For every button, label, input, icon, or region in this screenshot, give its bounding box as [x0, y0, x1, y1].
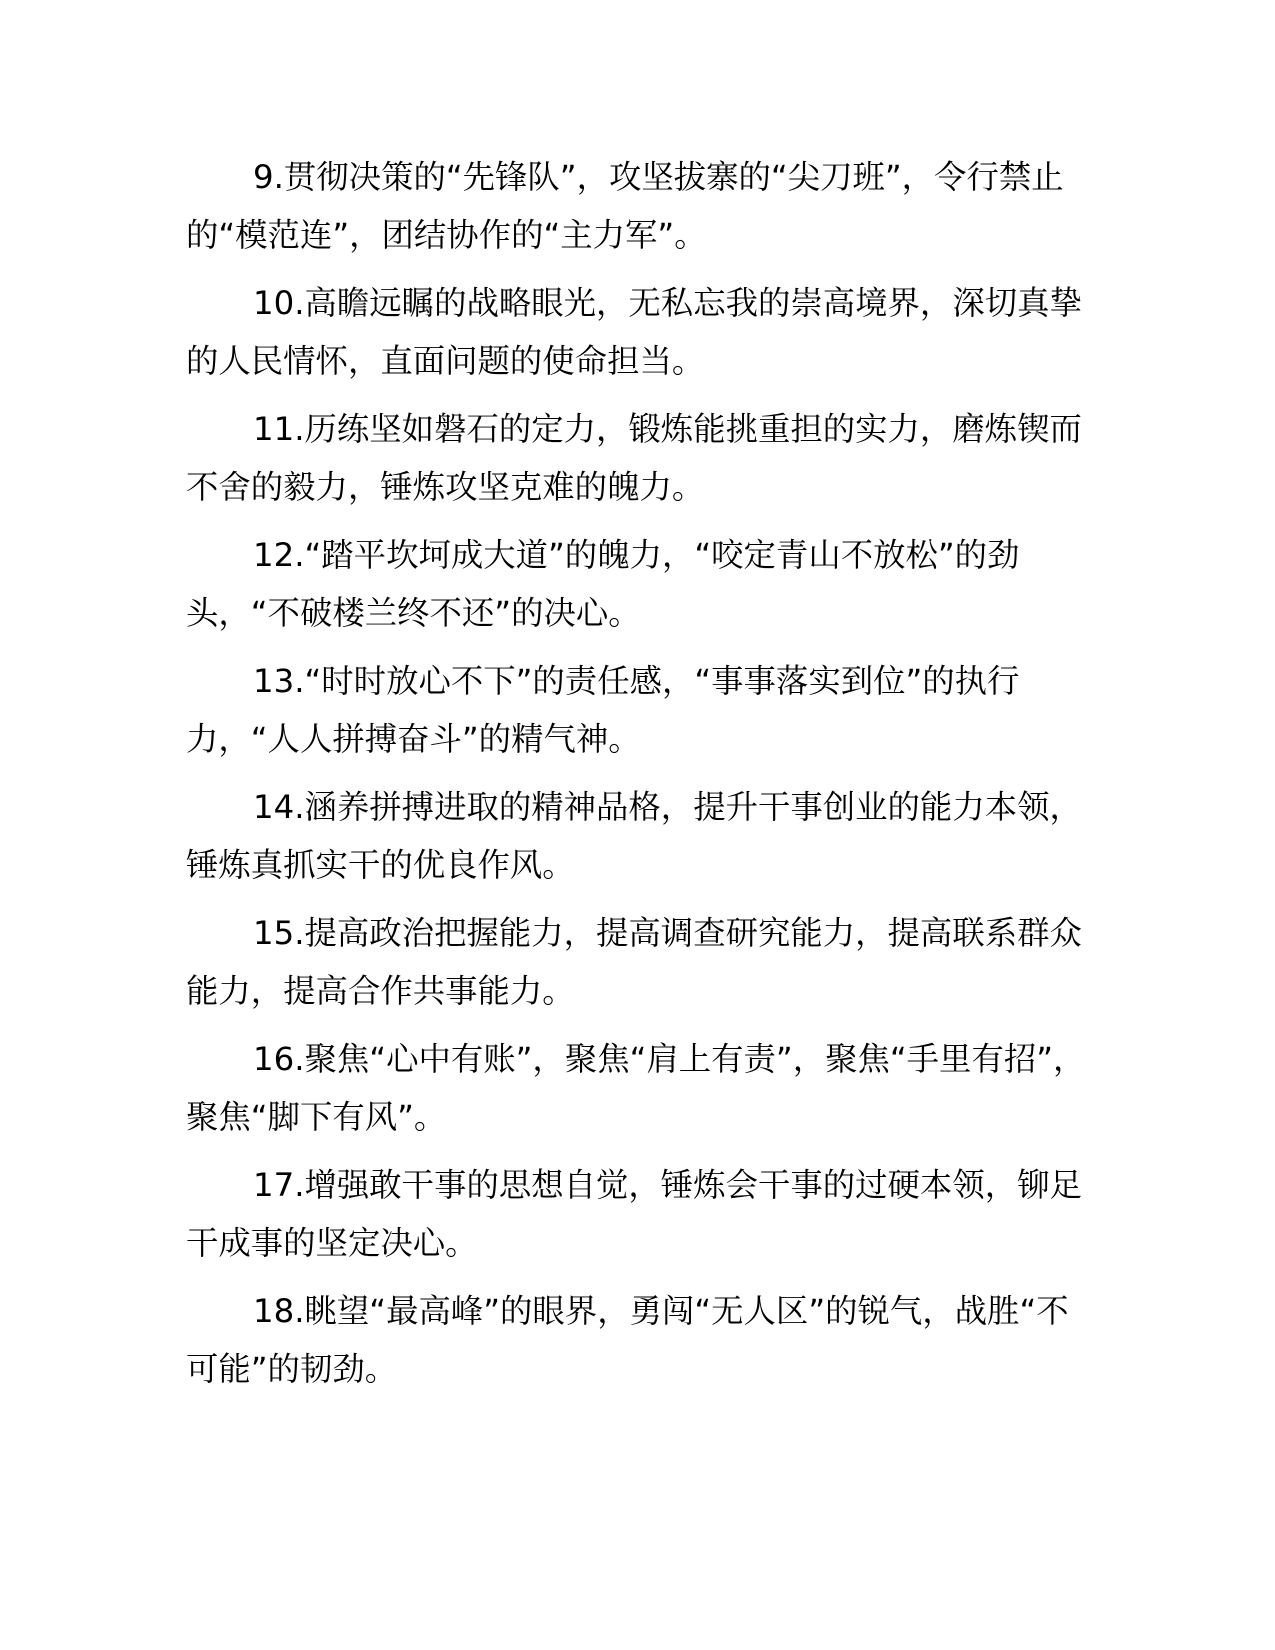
paragraph-16: 16.聚焦“心中有账”，聚焦“肩上有责”，聚焦“手里有招”，聚焦“脚下有风”。 [186, 1040, 1086, 1136]
paragraph-14: 14.涵养拼搏进取的精神品格，提升干事创业的能力本领，锤炼真抓实干的优良作风。 [186, 788, 1082, 884]
paragraph-17: 17.增强敢干事的思想自觉，锤炼会干事的过硬本领，铆足干成事的坚定决心。 [186, 1166, 1082, 1262]
paragraph-9: 9.贯彻决策的“先锋队”，攻坚拔寨的“尖刀班”，令行禁止的“模范连”，团结协作的“主力军”。 [186, 158, 1064, 254]
paragraph-15: 15.提高政治把握能力，提高调查研究能力，提高联系群众能力，提高合作共事能力。 [186, 914, 1082, 1010]
paragraph-11: 11.历练坚如磐石的定力，锻炼能挑重担的实力，磨炼锲而不舍的毅力，锤炼攻坚克难的魄力。 [186, 410, 1082, 506]
paragraph-12: 12.“踏平坎坷成大道”的魄力，“咬定青山不放松”的劲头，“不破楼兰终不还”的决心。 [186, 536, 1020, 632]
paragraph-13: 13.“时时放心不下”的责任感，“事事落实到位”的执行力，“人人拼搏奋斗”的精气神。 [186, 662, 1020, 758]
paragraph-10: 10.高瞻远瞩的战略眼光，无私忘我的崇高境界，深切真挚的人民情怀，直面问题的使命担当。 [186, 284, 1082, 380]
paragraph-18: 18.眺望“最高峰”的眼界，勇闯“无人区”的锐气，战胜“不可能”的韧劲。 [186, 1292, 1069, 1388]
document-body [186, 148, 1086, 1408]
